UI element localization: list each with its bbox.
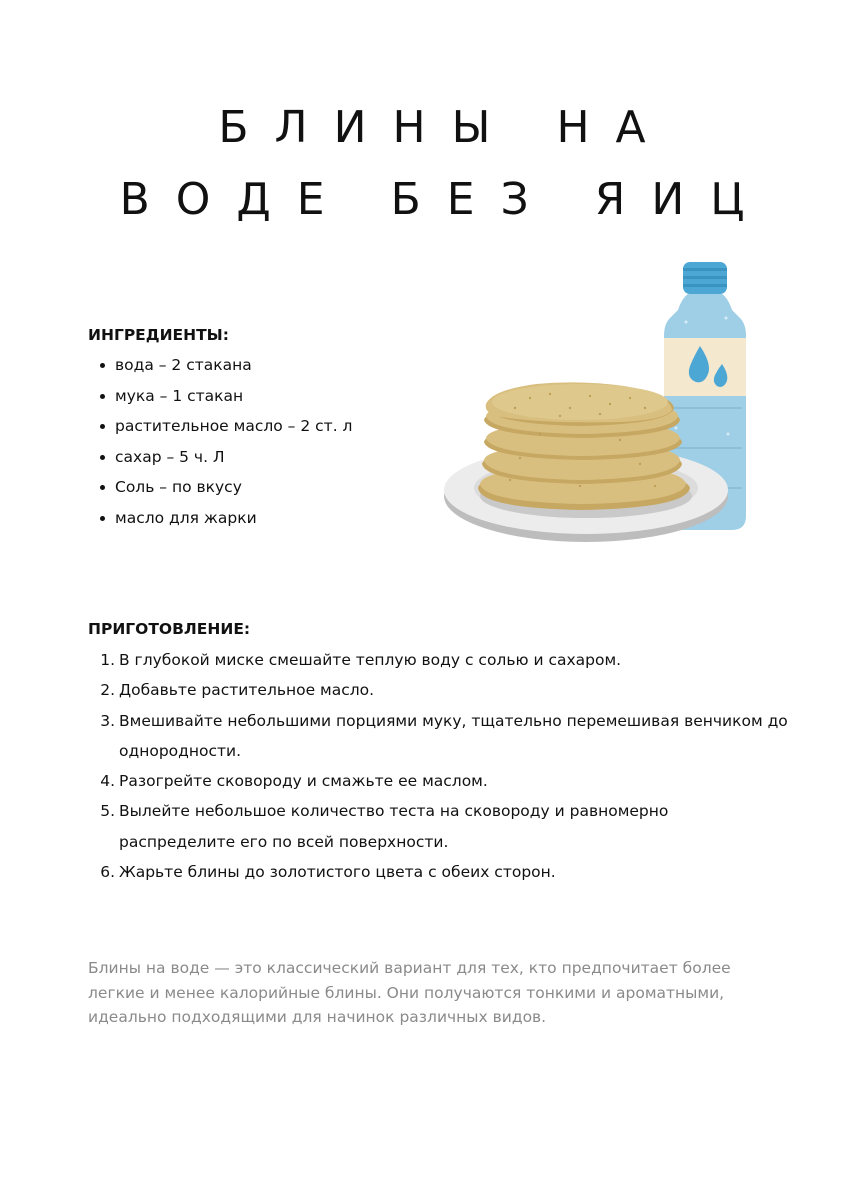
ingredient-item: растительное масло – 2 ст. л — [88, 411, 352, 442]
step-number: 4. — [100, 772, 115, 791]
step-text: В глубокой миске смешайте теплую воду с солью и сахаром. — [119, 651, 622, 669]
step-text-line-2: распределите его по всей поверхности. — [119, 832, 449, 851]
ingredient-item: сахар – 5 ч. Л — [88, 442, 352, 473]
preparation-heading: ПРИГОТОВЛЕНИЕ: — [88, 620, 251, 638]
step-number: 6. — [100, 863, 115, 882]
ingredient-item: масло для жарки — [88, 503, 352, 534]
step-number: 2. — [100, 681, 115, 700]
step-item — [88, 766, 788, 796]
step-number: 3. — [100, 711, 115, 730]
recipe-title — [0, 92, 864, 236]
step-item — [88, 857, 788, 887]
step-text: Добавьте растительное масло. — [119, 681, 375, 700]
step-text-line-1: Вмешивайте небольшими порциями муку, тщательно перемешивая венчиком до — [119, 711, 788, 730]
title-line-1: БЛИНЫ НА — [218, 102, 672, 153]
step-item — [88, 706, 788, 767]
step-item — [88, 645, 788, 675]
ingredient-item: вода – 2 стакана — [88, 350, 352, 381]
step-text: Жарьте блины до золотистого цвета с обеих сторон. — [119, 863, 556, 882]
ingredient-item: Соль – по вкусу — [88, 472, 352, 503]
ingredients-heading: ИНГРЕДИЕНТЫ: — [88, 326, 229, 344]
pancake-stack-icon — [478, 382, 692, 518]
step-number: 5. — [100, 802, 115, 821]
step-text-line-2: однородности. — [119, 741, 242, 760]
preparation-steps — [88, 645, 788, 887]
step-number: 1. — [100, 651, 115, 669]
step-item — [88, 675, 788, 705]
description-line-1: Блины на воде — это классический вариант для тех, кто предпочитает более — [88, 959, 731, 977]
step-text-line-1: Вылейте небольшое количество теста на сковороду и равномерно — [119, 802, 669, 821]
pancakes-and-water-illustration — [440, 258, 760, 558]
description-line-2: легкие и менее калорийные блины. Они получаются тонкими и ароматными, — [88, 983, 725, 1002]
title-line-2: ВОДЕ БЕЗ ЯИЦ — [119, 174, 771, 225]
step-text: Разогрейте сковороду и смажьте ее маслом. — [119, 772, 488, 791]
description-line-3: идеально подходящими для начинок различных видов. — [88, 1008, 547, 1026]
ingredient-item: мука – 1 стакан — [88, 381, 352, 412]
ingredients-list — [88, 350, 352, 533]
step-item — [88, 796, 788, 857]
recipe-description — [88, 956, 788, 1030]
